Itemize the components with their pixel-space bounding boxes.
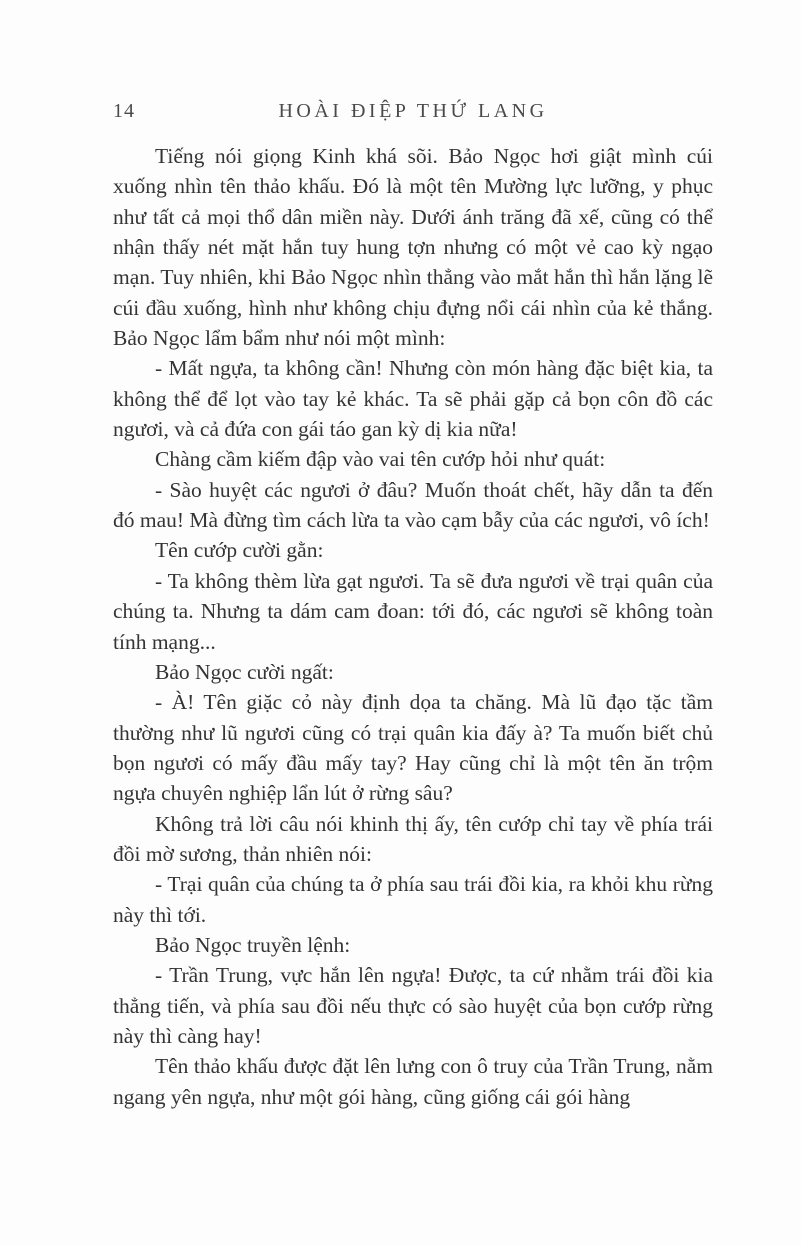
paragraph: - Trần Trung, vực hắn lên ngựa! Được, ta cứ nhằm trái đồi kia thẳng tiến, và phía sau đồi nếu thực có sào huyệt của bọn cướp rừng này thì càng hay! bbox=[113, 963, 713, 1048]
paragraph: - À! Tên giặc cỏ này định dọa ta chăng. Mà lũ đạo tặc tầm thường như lũ ngươi cũng có trại quân kia đấy à? Ta muốn biết chủ bọn ngươi có mấy đầu mấy tay? Hay cũng chỉ là một tên ăn trộm ngựa chuyên nghiệp lẩn lút ở rừng sâu? bbox=[113, 690, 713, 806]
paragraph: Không trả lời câu nói khinh thị ấy, tên cướp chỉ tay về phía trái đồi mờ sương, thản nhiên nói: bbox=[113, 811, 713, 866]
paragraph: Tên thảo khấu được đặt lên lưng con ô truy của Trần Trung, nằm ngang yên ngựa, như một gói hàng, cũng giống cái gói hàng bbox=[113, 1054, 713, 1109]
running-title: HOÀI ĐIỆP THỨ LANG bbox=[278, 100, 548, 122]
running-head bbox=[113, 100, 713, 130]
paragraph: Tên cướp cười gằn: bbox=[155, 538, 324, 563]
page-number: 14 bbox=[113, 100, 135, 122]
paragraph: - Trại quân của chúng ta ở phía sau trái đồi kia, ra khỏi khu rừng này thì tới. bbox=[113, 872, 713, 927]
paragraph: Chàng cầm kiếm đập vào vai tên cướp hỏi như quát: bbox=[155, 447, 606, 472]
paragraph: - Mất ngựa, ta không cần! Nhưng còn món hàng đặc biệt kia, ta không thể để lọt vào tay kẻ khác. Ta sẽ phải gặp cả bọn côn đồ các ngươi, và cả đứa con gái táo gan kỳ dị kia nữa! bbox=[113, 356, 713, 442]
paragraph: - Sào huyệt các ngươi ở đâu? Muốn thoát chết, hãy dẫn ta đến đó mau! Mà đừng tìm cách lừa ta vào cạm bẫy của các ngươi, vô ích! bbox=[113, 477, 713, 533]
paragraph: Tiếng nói giọng Kinh khá sõi. Bảo Ngọc hơi giật mình cúi xuống nhìn tên thảo khấu. Đó là một tên Mường lực lưỡng, y phục như tất cả mọi thổ dân miền này. Dưới ánh trăng đã xế, cũng có thể nhận thấy nét mặt hắn tuy hung tợn nhưng có một vẻ cao kỳ ngạo mạn. Tuy nhiên, khi Bảo Ngọc nhìn thẳng vào mắt hắn thì hắn lặng lẽ cúi đầu xuống, hình như không chịu đựng nổi cái nhìn của kẻ thắng. Bảo Ngọc lẩm bẩm như nói một mình: bbox=[113, 144, 713, 351]
paragraph: Bảo Ngọc truyền lệnh: bbox=[155, 932, 351, 957]
body-text bbox=[113, 141, 713, 1112]
paragraph: - Ta không thèm lừa gạt ngươi. Ta sẽ đưa ngươi về trại quân của chúng ta. Nhưng ta dám cam đoan: tới đó, các ngươi sẽ không toàn tính mạng... bbox=[113, 568, 713, 654]
paragraph: Bảo Ngọc cười ngất: bbox=[155, 659, 334, 684]
